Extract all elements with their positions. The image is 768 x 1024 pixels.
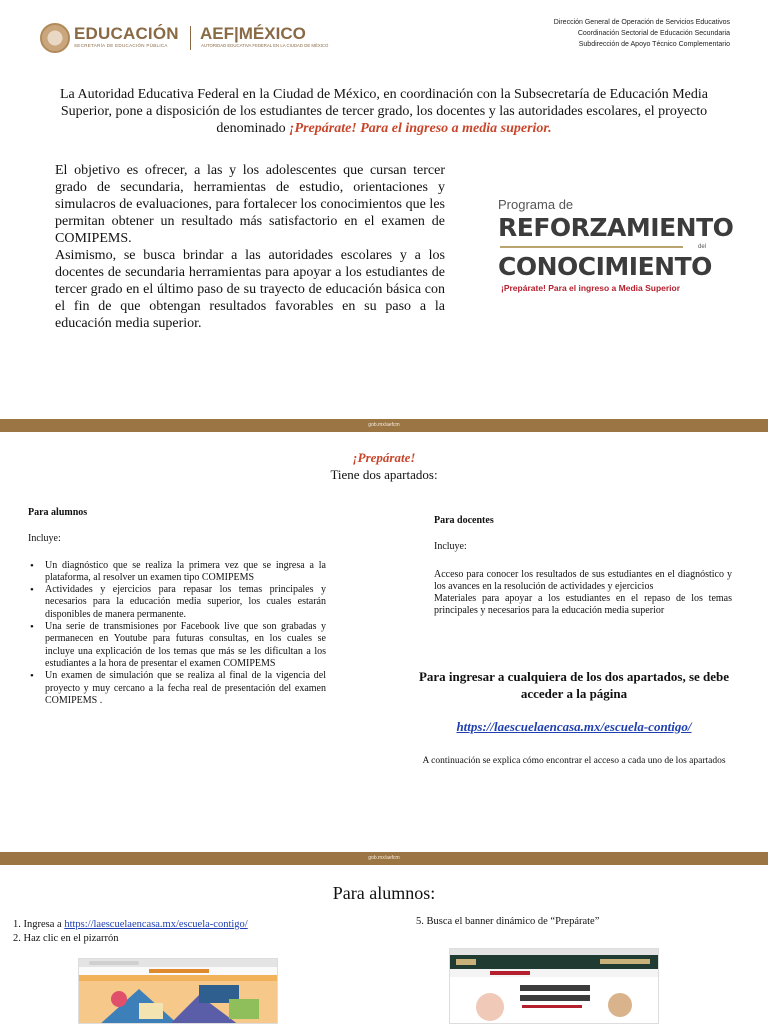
logo-educacion: EDUCACIÓN [74,24,179,43]
step-1-prefix: 1. Ingresa a [13,919,62,930]
intro-paragraph [50,86,718,137]
logo-educacion-subtitle: SECRETARÍA DE EDUCACIÓN PÚBLICA [74,43,168,48]
program-logo-line2: CONOCIMIENTO [498,252,712,281]
step-1-link[interactable]: https://laescuelaencasa.mx/escuela-contigo/ [64,919,248,930]
office-line-1: Dirección General de Operación de Servicios Educativos [553,19,730,26]
website-screenshot-1 [78,958,278,1024]
footer-band-2 [0,852,768,865]
continuation-text: A continuación se explica cómo encontrar el acceso a cada uno de los apartados [422,756,726,766]
prepare-subtitle: Tiene dos apartados: [330,467,438,482]
section2-title: Para alumnos: [332,883,436,903]
office-line-3: Subdirección de Apoyo Técnico Complementario [578,41,730,48]
logo-divider [190,26,191,50]
step-5: 5. Busca el banner dinámico de “Prepárate” [416,916,600,927]
docentes-incluye: Incluye: [434,541,467,553]
objective-block [55,162,445,332]
program-logo [498,197,734,297]
step-2: 2. Haz clic en el pizarrón [13,933,119,944]
access-link[interactable]: https://laescuelaencasa.mx/escuela-contigo/ [456,719,692,734]
website-screenshot-1-image [79,959,278,1024]
docentes-p2: Materiales para apoyar a los estudiantes en el repaso de los temas principales y necesarios para la educación media superior [434,593,732,617]
list-item: • Un diagnóstico que se realiza la primera vez que se ingresa a la plataforma, al resolver un examen tipo COMIPEMS [28,560,326,585]
list-item: • Un examen de simulación que se realiza al final de la vigencia del proyecto y muy cercano a la fecha real de presentación del examen COMIPEMS . [28,670,326,707]
footer-band-1 [0,419,768,432]
program-logo-top: Programa de [498,197,574,212]
project-name: ¡Prepárate! Para el ingreso a media superior. [289,121,552,136]
intro-text: La Autoridad Educativa Federal en la Ciudad de México, en coordinación con la Subsecretaría de Educación Media Superior, pone a disposición de los estudiantes de tercer grado, los docentes y las autoridades escolares, el proyecto denominado [59,87,709,136]
alumnos-list [28,560,326,708]
website-screenshot-2 [449,948,659,1024]
logo-aef-subtitle: AUTORIDAD EDUCATIVA FEDERAL EN LA CIUDAD DE MÉXICO [201,43,329,48]
list-item: • Actividades y ejercicios para repasar los temas principales y necesarios para la educación media superior, los cuales estarán disponibles de manera permanente. [28,584,326,621]
alumnos-incluye: Incluye: [28,533,61,545]
objective-p1: El objetivo es ofrecer, a las y los adolescentes que cursan tercer grado de secundaria, herramientas de estudio, orientaciones y simulacros de evaluaciones, para fortalecer los conocimientos que les permitan obtener un resultado más satisfactorio en el examen de COMIPEMS. [55,163,445,246]
program-logo-rule [500,246,683,248]
program-logo-line1: REFORZAMIENTO [498,213,734,242]
access-text: Para ingresar a cualquiera de los dos apartados, se debe acceder a la página [418,669,730,701]
band-url-2: gob.mx/aefcm [368,855,400,861]
program-logo-tagline: ¡Prepárate! Para el ingreso a Media Superior [501,283,681,293]
objective-p2: Asimismo, se busca brindar a las autoridades escolares y a los docentes de secundaria herramientas para apoyar a los estudiantes de tercer grado en el último paso de su trayecto de educación básica con el fin de que obtengan resultados favorables en su paso a la educación media superior. [55,248,445,331]
list-item: • Una serie de transmisiones por Facebook live que son grabadas y permanecen en Youtube para futuras consultas, en los cuales se incluye una explicación de los temas que más se les dificultan a los estudiantes a la hora de presentar el examen COMIPEMS [28,621,326,670]
band-url-1: gob.mx/aefcm [368,422,400,428]
website-screenshot-2-image [450,949,659,1024]
steps-left [13,918,248,946]
docentes-column [434,515,732,618]
prepare-title: ¡Prepárate! [352,450,416,465]
alumnos-column [28,507,326,707]
docentes-heading: Para docentes [434,515,494,526]
alumnos-heading: Para alumnos [28,507,88,518]
docentes-p1: Acceso para conocer los resultados de sus estudiantes en el diagnóstico y los avances en la resolución de actividades y ejercicios [434,568,732,592]
header-office-lines [554,17,730,50]
logo-aef: AEF|MÉXICO [200,24,306,43]
program-logo-del: del [698,244,707,250]
step-1 [13,918,248,932]
office-line-2: Coordinación Sectorial de Educación Secundaria [577,30,730,37]
seal-icon [40,23,70,53]
